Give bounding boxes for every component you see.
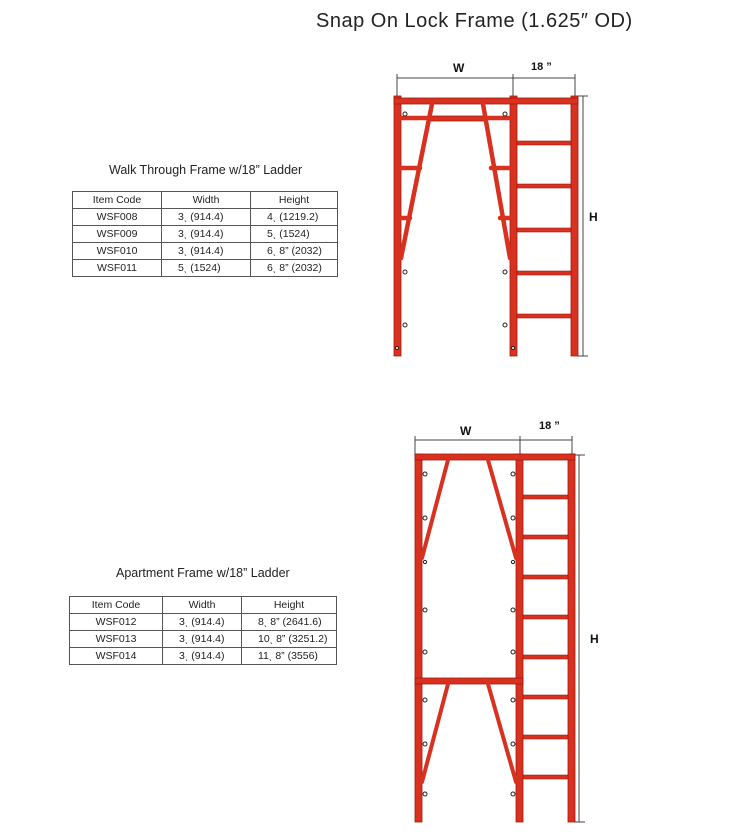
height-dimension-line: [577, 96, 588, 356]
ladder-width-label: 18 ”: [539, 420, 560, 432]
apartment-frame-heading: Apartment Frame w/18” Ladder: [116, 566, 290, 580]
walk-through-braces: [401, 104, 510, 258]
height-label: H: [590, 632, 599, 646]
width-header: Width: [163, 597, 242, 614]
height-cell: 5ˎ (1524): [251, 226, 338, 243]
item-code-cell: WSF014: [70, 648, 163, 665]
coupling-pins: [423, 472, 515, 796]
item-code-cell: WSF011: [73, 260, 162, 277]
item-code-cell: WSF012: [70, 614, 163, 631]
width-cell: 3ˎ (914.4): [162, 226, 251, 243]
item-code-cell: WSF009: [73, 226, 162, 243]
coupling-pins: [396, 112, 515, 350]
ladder-width-label: 18 ”: [531, 61, 552, 73]
item-code-header: Item Code: [73, 192, 162, 209]
width-label: W: [460, 424, 472, 438]
height-cell: 6ˎ 8” (2032): [251, 243, 338, 260]
height-header: Height: [242, 597, 337, 614]
walk-through-frame-drawing: [394, 74, 588, 356]
height-cell: 6ˎ 8” (2032): [251, 260, 338, 277]
height-dimension-line: [574, 455, 585, 822]
item-code-cell: WSF013: [70, 631, 163, 648]
apartment-frame-drawing: [415, 436, 585, 822]
width-cell: 5ˎ (1524): [162, 260, 251, 277]
width-dimension-line: [397, 74, 575, 96]
frame-posts: [415, 454, 575, 822]
height-cell: 10ˎ 8” (3251.2): [242, 631, 337, 648]
width-cell: 3ˎ (914.4): [162, 209, 251, 226]
height-label: H: [589, 210, 598, 224]
width-header: Width: [162, 192, 251, 209]
height-cell: 4ˎ (1219.2): [251, 209, 338, 226]
page-title: Snap On Lock Frame (1.625″ OD): [316, 10, 633, 32]
height-header: Height: [251, 192, 338, 209]
height-cell: 11ˎ 8” (3556): [242, 648, 337, 665]
apartment-braces: [422, 460, 516, 782]
item-code-header: Item Code: [70, 597, 163, 614]
ladder-rungs: [517, 141, 571, 318]
ladder-rungs: [523, 495, 568, 779]
width-cell: 3ˎ (914.4): [162, 243, 251, 260]
width-cell: 3ˎ (914.4): [163, 631, 242, 648]
width-cell: 3ˎ (914.4): [163, 648, 242, 665]
walk-through-frame-heading: Walk Through Frame w/18” Ladder: [109, 163, 303, 177]
width-cell: 3ˎ (914.4): [163, 614, 242, 631]
item-code-cell: WSF010: [73, 243, 162, 260]
height-cell: 8ˎ 8” (2641.6): [242, 614, 337, 631]
item-code-cell: WSF008: [73, 209, 162, 226]
width-label: W: [453, 61, 465, 75]
